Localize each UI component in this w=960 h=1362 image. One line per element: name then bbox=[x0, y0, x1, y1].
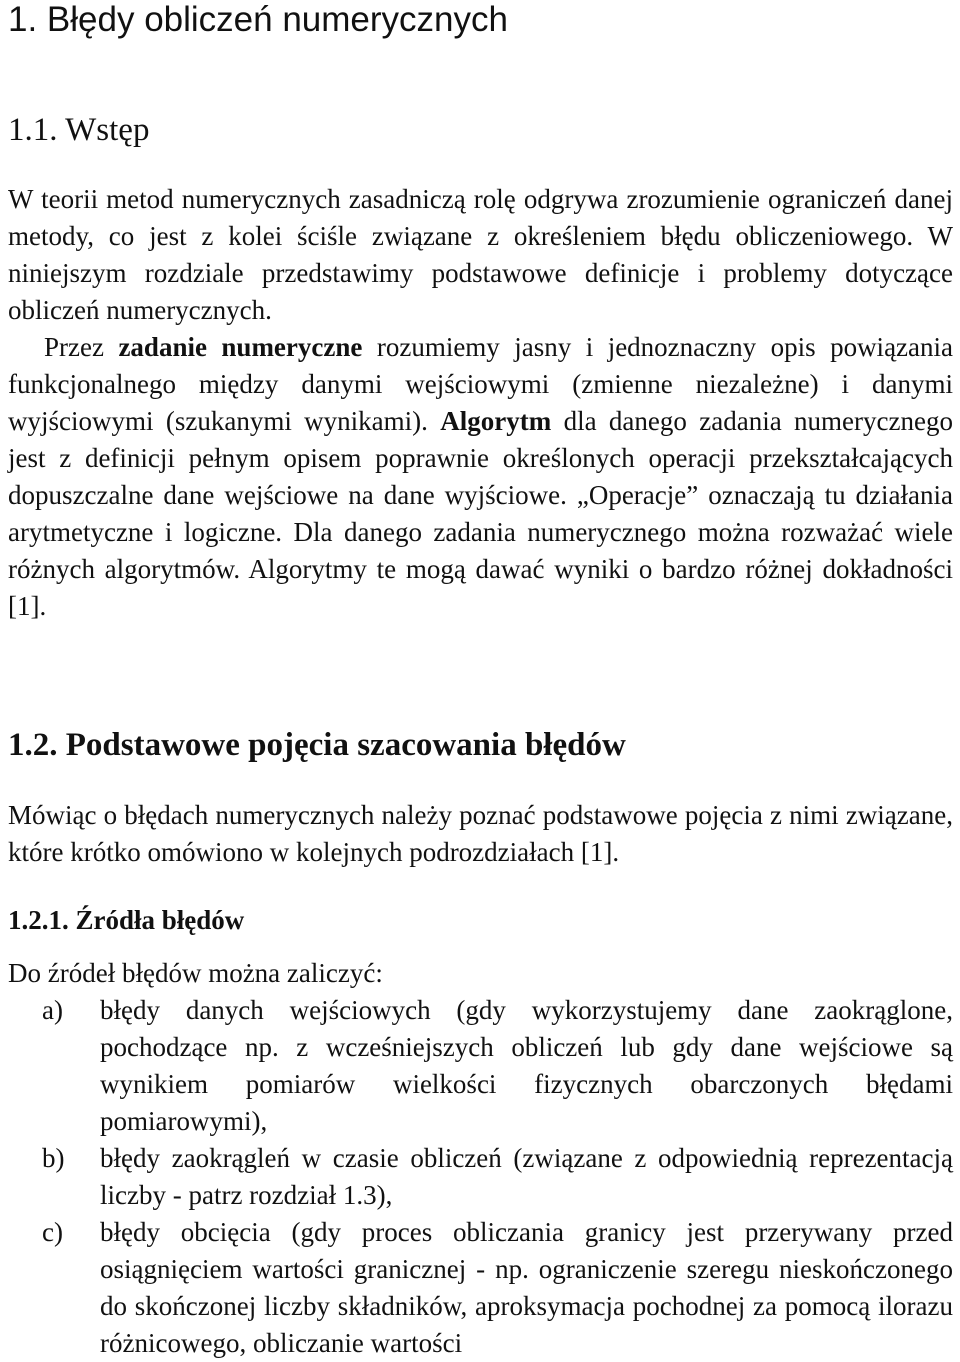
intro-paragraph-2 bbox=[8, 329, 953, 625]
section-basic-concepts-body bbox=[8, 797, 953, 871]
list-item bbox=[8, 992, 953, 1140]
list-item bbox=[8, 1140, 953, 1214]
list-marker: a) bbox=[42, 995, 63, 1025]
intro-p2-text-c: dla danego zadania numerycznego jest z definicji pełnym opisem poprawnie określonych operacji przekształcających dopuszczalne dane wejściowe na dane wyjściowe. „Operacje” oznaczają tu działania arytmetyczne i logiczne. Dla danego zadania numerycznego można rozważać wiele różnych algorytmów. Algorytmy te mogą dawać wyniki o bardzo różnej dokładności [1]. bbox=[8, 406, 953, 621]
intro-p2-text-a: Przez bbox=[44, 332, 119, 362]
list-item-text: błędy danych wejściowych (gdy wykorzystujemy dane zaokrąglone, pochodzące np. z wcześniejszych obliczeń lub gdy dane wejściowe są wynikiem pomiarów wielkości fizycznych obarczonych błędami pomiarowymi), bbox=[100, 995, 953, 1136]
list-marker: b) bbox=[42, 1143, 65, 1173]
intro-p2-text-b: rozumiemy jasny i jednoznaczny opis powiązania funkcjonalnego między danymi wejściowymi (zmienne niezależne) i danymi wyjściowymi (szukanymi wynikami). bbox=[8, 332, 953, 436]
list-marker: c) bbox=[42, 1217, 63, 1247]
list-item bbox=[8, 1214, 953, 1362]
section-heading-basic-concepts: 1.2. Podstawowe pojęcia szacowania błędów bbox=[8, 727, 626, 763]
chapter-title: 1. Błędy obliczeń numerycznych bbox=[8, 0, 508, 39]
term-numerical-task: zadanie numeryczne bbox=[118, 332, 363, 362]
section-intro-body bbox=[8, 181, 953, 625]
intro-paragraph-1: W teorii metod numerycznych zasadniczą rolę odgrywa zrozumienie ograniczeń danej metody, co jest z kolei ściśle związane z określeniem błędu obliczeniowego. W niniejszym rozdziale przedstawimy podstawowe definicje i problemy dotyczące obliczeń numerycznych. bbox=[8, 184, 953, 325]
subsection-heading-error-sources: 1.2.1. Źródła błędów bbox=[8, 905, 245, 935]
basic-concepts-paragraph: Mówiąc o błędach numerycznych należy poznać podstawowe pojęcia z nimi związane, które krótko omówiono w kolejnych podrozdziałach [1]. bbox=[8, 800, 953, 867]
error-sources-body bbox=[8, 955, 953, 1362]
error-sources-intro: Do źródeł błędów można zaliczyć: bbox=[8, 958, 383, 988]
list-item-text: błędy zaokrągleń w czasie obliczeń (związane z odpowiednią reprezentacją liczby - patrz rozdział 1.3), bbox=[100, 1143, 953, 1210]
section-heading-intro: 1.1. Wstęp bbox=[8, 112, 150, 148]
error-sources-list bbox=[8, 992, 953, 1362]
term-algorithm: Algorytm bbox=[440, 406, 552, 436]
list-item-text: błędy obcięcia (gdy proces obliczania granicy jest przerywany przed osiągnięciem wartości granicznej - np. ograniczenie szeregu nieskończonego do skończonej liczby składników, aproksymacja pochodnej za pomocą ilorazu różnicowego, obliczanie wartości bbox=[100, 1217, 953, 1358]
